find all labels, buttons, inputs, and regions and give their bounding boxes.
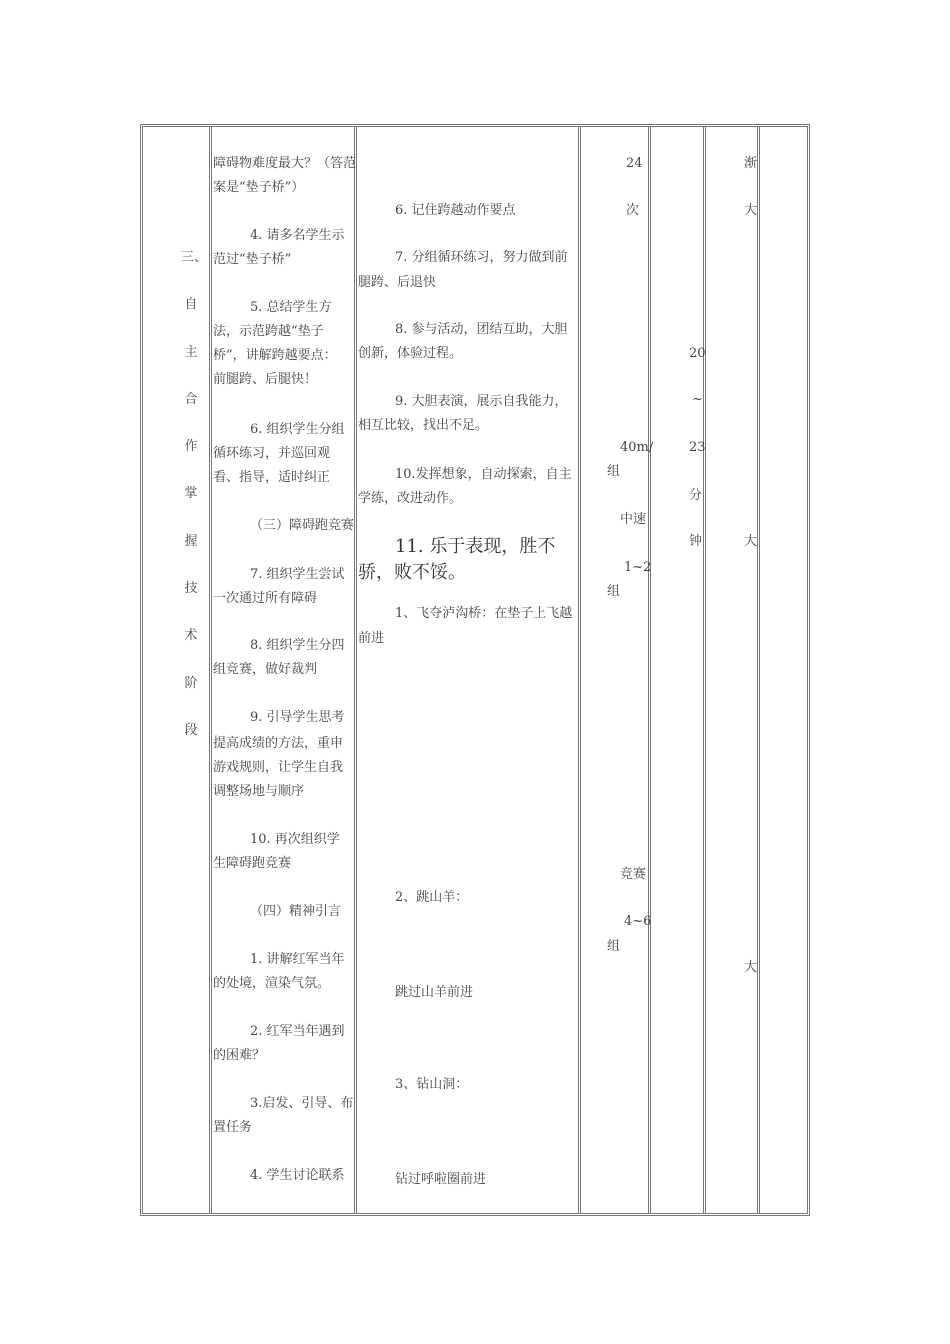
- teacher-line: 4. 请多名学生示: [250, 228, 345, 243]
- teacher-line: 调整场地与顺序: [213, 784, 305, 799]
- load-value: 4~6: [624, 914, 652, 929]
- load-value: 40m/: [620, 440, 654, 455]
- teacher-line: 障碍物难度最大？（答范: [213, 156, 357, 171]
- teacher-line: 的困难？: [213, 1048, 266, 1063]
- load-value: 组: [607, 464, 621, 479]
- teacher-line: 游戏规则，让学生自我: [213, 760, 344, 775]
- column-divider: [578, 127, 581, 1213]
- intensity-value: 渐: [744, 156, 758, 171]
- column-divider: [354, 127, 357, 1213]
- teacher-line: 1. 讲解红军当年: [250, 952, 345, 967]
- teacher-line: 4. 学生讨论联系: [250, 1168, 345, 1183]
- teacher-line: 提高成绩的方法，重申: [213, 736, 344, 751]
- student-line: 3、钻山洞：: [395, 1077, 469, 1092]
- intensity-value: 大: [744, 534, 758, 549]
- student-line-large: 11. 乐于表现，胜不: [395, 536, 556, 557]
- student-line: 1、飞夺泸沟桥：在垫子上飞越: [395, 606, 573, 621]
- student-line: 8. 参与活动，团结互助，大胆: [395, 322, 568, 337]
- stage-char: 术: [184, 628, 198, 644]
- student-line: 腿跨、后退快: [358, 275, 437, 290]
- time-value: ~: [692, 392, 703, 407]
- teacher-line: 10. 再次组织学: [250, 832, 340, 847]
- teacher-line: 5. 总结学生方: [250, 300, 332, 315]
- time-value: 分: [689, 488, 703, 503]
- stage-char: 握: [184, 533, 198, 549]
- teacher-line: 的处境，渲染气氛。: [213, 976, 331, 991]
- student-line: 钻过呼啦圈前进: [395, 1172, 487, 1187]
- student-line: 相互比较，找出不足。: [358, 418, 489, 433]
- stage-char: 主: [184, 344, 198, 360]
- teacher-line: 生障碍跑竞赛: [213, 856, 292, 871]
- stage-label-column: [181, 246, 208, 766]
- stage-char: 自: [184, 297, 198, 313]
- intensity-value: 大: [744, 203, 758, 218]
- load-value: 24: [626, 156, 643, 171]
- teacher-line: 组竞赛，做好裁判: [213, 662, 318, 677]
- student-line: 2、跳山羊：: [395, 890, 469, 905]
- teacher-line: 8. 组织学生分四: [250, 638, 345, 653]
- teacher-line: 9. 引导学生思考: [250, 710, 345, 725]
- student-line: 学练，改进动作。: [358, 491, 463, 506]
- stage-char: 技: [184, 581, 198, 597]
- teacher-line: 循环练习，并巡回观: [213, 446, 331, 461]
- intensity-value: 大: [744, 960, 758, 975]
- stage-char: 掌: [184, 486, 198, 502]
- time-value: 钟: [689, 534, 703, 549]
- load-value: 1~2: [624, 560, 652, 575]
- time-value: 23: [689, 440, 706, 455]
- teacher-line: 一次通过所有障碍: [213, 591, 318, 606]
- teacher-line: 前腿跨、后腿快！: [213, 372, 318, 387]
- stage-char: 合: [184, 391, 198, 407]
- teacher-line: 范过“垫子桥”: [213, 252, 292, 267]
- student-line: 9. 大胆表演，展示自我能力，: [395, 394, 568, 409]
- student-line: 创新，体验过程。: [358, 346, 463, 361]
- time-value: 20: [689, 346, 706, 361]
- load-value: 组: [607, 939, 621, 954]
- teacher-line: 法，示范跨越“垫子: [213, 324, 324, 339]
- stage-char: 三、: [181, 250, 208, 265]
- teacher-line: 6. 组织学生分组: [250, 422, 345, 437]
- load-value: 中速: [620, 512, 647, 527]
- load-value: 组: [607, 584, 621, 599]
- teacher-line: 看、指导，适时纠正: [213, 470, 331, 485]
- teacher-line: 3.启发、引导、布: [250, 1096, 354, 1111]
- teacher-line: 置任务: [213, 1120, 253, 1135]
- column-divider: [703, 127, 706, 1213]
- student-line: 前进: [358, 631, 385, 646]
- teacher-line: 案是“垫子桥”）: [213, 180, 305, 195]
- teacher-line: 7. 组织学生尝试: [250, 567, 345, 582]
- student-line: 跳过山羊前进: [395, 985, 474, 1000]
- stage-char: 作: [184, 439, 198, 455]
- column-divider: [757, 127, 760, 1213]
- teacher-heading: （四）精神引言: [250, 904, 342, 919]
- student-line: 7. 分组循环练习，努力做到前: [395, 250, 568, 265]
- column-divider: [209, 127, 212, 1213]
- stage-char: 阶: [184, 675, 198, 691]
- stage-char: 段: [184, 722, 198, 738]
- load-value: 竞赛: [620, 867, 647, 882]
- load-value: 次: [626, 203, 640, 218]
- student-line: 6. 记住跨越动作要点: [395, 203, 516, 218]
- teacher-line: 桥”，讲解跨越要点：: [213, 348, 337, 363]
- teacher-line: 2. 红军当年遇到: [250, 1024, 345, 1039]
- student-line: 10.发挥想象，自动探索，自主: [395, 467, 572, 482]
- column-divider: [648, 127, 651, 1213]
- student-line-large: 骄，败不馁。: [358, 562, 466, 583]
- teacher-heading: （三）障碍跑竞赛: [250, 518, 355, 533]
